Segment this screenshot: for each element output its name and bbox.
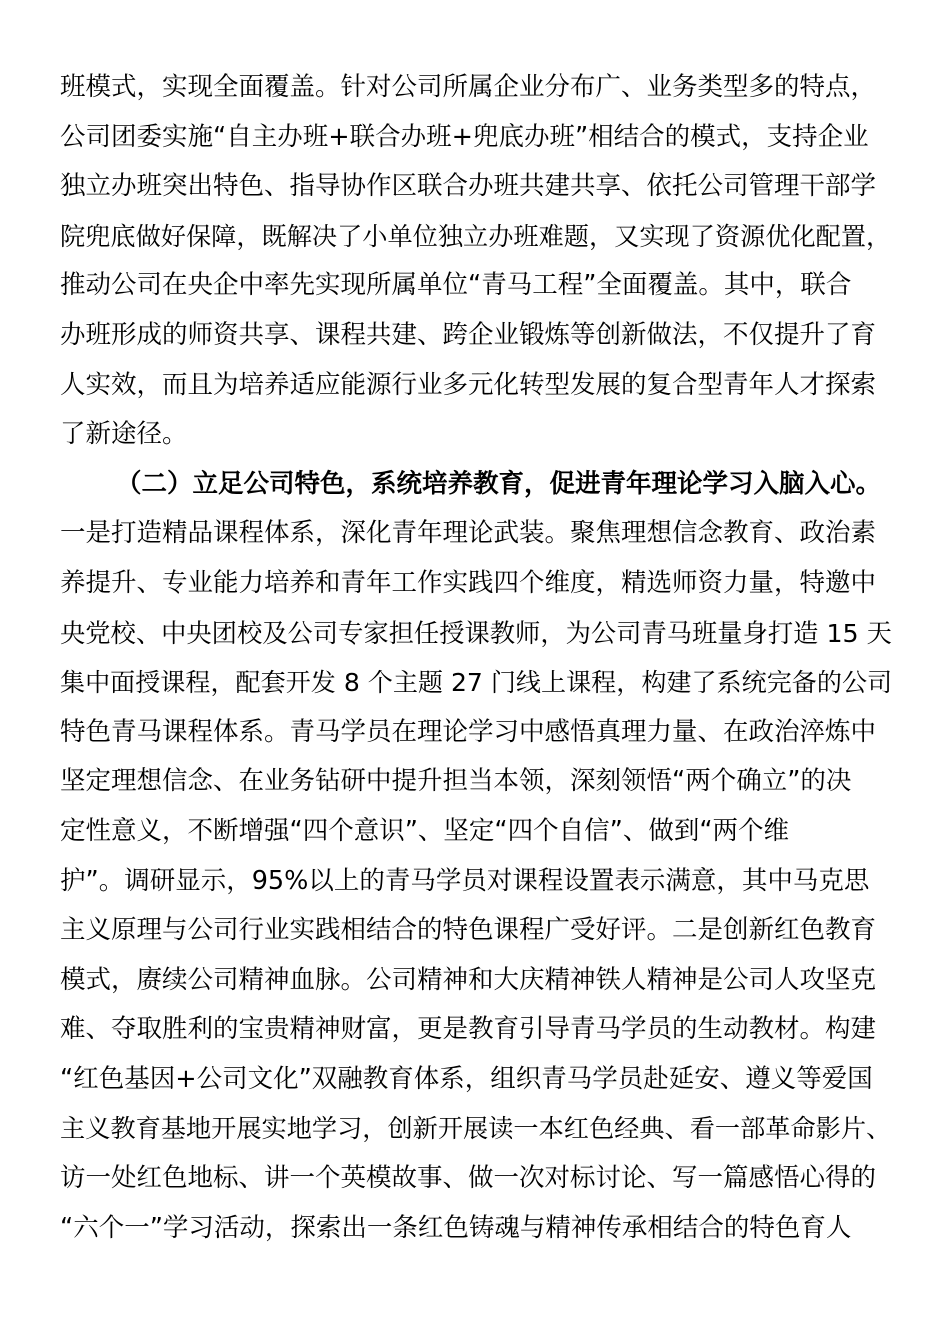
text-line: 办班形成的师资共享、课程共建、跨企业锻炼等创新做法，不仅提升了育	[60, 319, 877, 350]
text-line: 一是打造精品课程体系，深化青年理论武装。聚焦理想信念教育、政治素	[60, 518, 877, 549]
text-line: 集中面授课程，配套开发 8 个主题 27 门线上课程，构建了系统完备的公司	[60, 668, 893, 698]
text-line: 独立办班突出特色、指导协作区联合办班共建共享、依托公司管理干部学	[60, 171, 877, 202]
text-line: 坚定理想信念、在业务钻研中提升担当本领，深刻领悟“两个确立”的决	[60, 766, 852, 797]
text-line: 养提升、专业能力培养和青年工作实践四个维度，精选师资力量，特邀中	[60, 567, 877, 598]
text-line: 推动公司在央企中率先实现所属单位“青马工程”全面覆盖。其中，联合	[60, 270, 852, 301]
text-line: 特色青马课程体系。青马学员在理论学习中感悟真理力量、在政治淬炼中	[60, 716, 877, 747]
document-body	[60, 63, 892, 1253]
text-line: “红色基因+公司文化”双融教育体系，组织青马学员赴延安、遵义等爱国	[60, 1063, 873, 1094]
text-line: 人实效，而且为培养适应能源行业多元化转型发展的复合型青年人才探索	[60, 369, 877, 400]
text-line: 难、夺取胜利的宝贵精神财富，更是教育引导青马学员的生动教材。构建	[60, 1014, 877, 1045]
text-line: 访一处红色地标、讲一个英模故事、做一次对标讨论、写一篇感悟心得的	[60, 1163, 877, 1194]
text-line: 公司团委实施“自主办班+联合办班+兜底办班”相结合的模式，支持企业	[60, 121, 869, 152]
text-line: “六个一”学习活动，探索出一条红色铸魂与精神传承相结合的特色育人	[60, 1212, 852, 1243]
text-line: 定性意义，不断增强“四个意识”、坚定“四个自信”、做到“两个维	[60, 815, 790, 846]
section-heading: （二）立足公司特色，系统培养教育，促进青年理论学习入脑入心。	[116, 468, 882, 499]
text-line: 班模式，实现全面覆盖。针对公司所属企业分布广、业务类型多的特点，	[60, 72, 877, 102]
text-line: 主义教育基地开展实地学习，创新开展读一本红色经典、看一部革命影片、	[60, 1114, 892, 1144]
text-line: 护”。调研显示，95%以上的青马学员对课程设置表示满意，其中马克思	[60, 865, 870, 896]
text-line: 院兜底做好保障，既解决了小单位独立办班难题，又实现了资源优化配置，	[60, 221, 892, 251]
text-line: 央党校、中央团校及公司专家担任授课教师，为公司青马班量身打造 15 天	[60, 618, 892, 648]
text-line: 了新途径。	[60, 419, 188, 450]
text-line: 主义原理与公司行业实践相结合的特色课程广受好评。二是创新红色教育	[60, 915, 877, 946]
text-line: 模式，赓续公司精神血脉。公司精神和大庆精神铁人精神是公司人攻坚克	[60, 964, 877, 995]
